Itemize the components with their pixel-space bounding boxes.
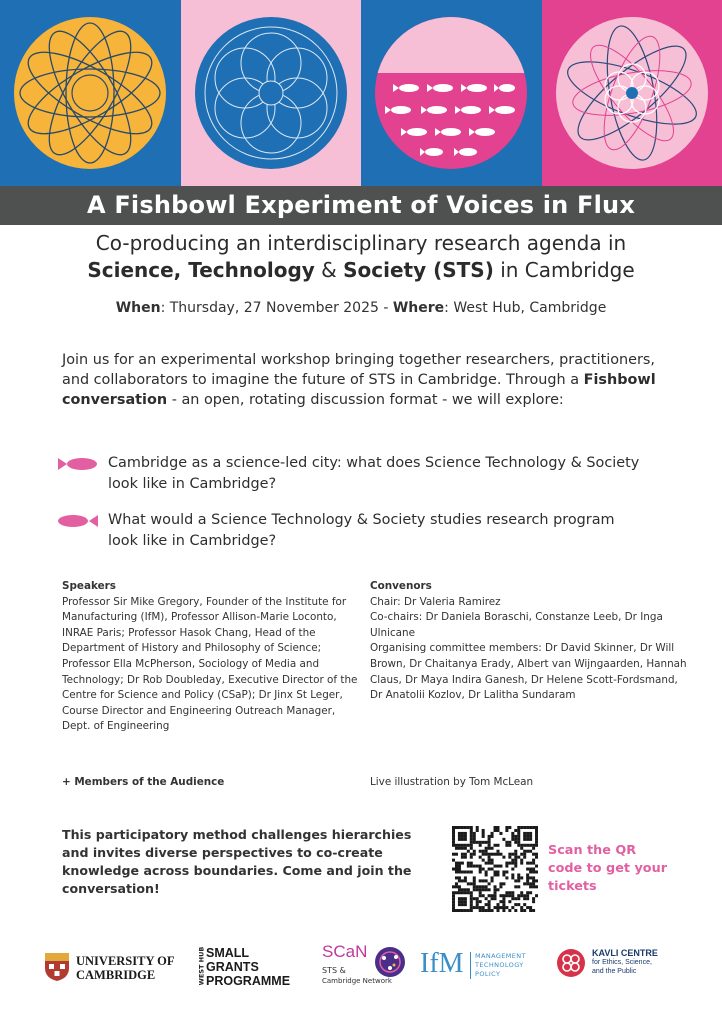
ifm-title: IfM [420, 948, 464, 979]
fish-bullet-icon [58, 514, 98, 528]
intro-bold: Fishbowl conversation [62, 372, 656, 408]
illustration-credit: Live illustration by Tom McLean [370, 776, 534, 788]
scan-logo[interactable] [322, 942, 412, 992]
subtitle-tail: in Cambridge [493, 258, 635, 282]
kavli-line-1: KAVLI CENTRE [592, 948, 658, 958]
cambridge-line-1: UNIVERSITY OF [76, 954, 175, 968]
question-item-2 [58, 510, 658, 554]
speakers-list: Professor Sir Mike Gregory, Founder of the Institute for Manufacturing (IfM), Professor Allison-Marie Loconto, INRAE Paris; Professor Hasok Chang, Head of the Department of History and Philosophy of Science; Professor Ella McPherson, Sociology of Media and Technology; Dr Rob Doubleday, Executive Director of the Centre for Science and Policy (CSaP); Dr Jinx St Leger, Course Director and Engineering Outreach Manager, Dept. of Engineering [62, 595, 358, 733]
panel-fishbowl [361, 0, 542, 186]
fishbowl-image [361, 0, 542, 186]
sgp-line-3: PROGRAMME [206, 974, 291, 988]
ifm-line-2: TECHNOLOGY [475, 961, 524, 969]
kavli-emblem-icon [556, 948, 586, 978]
hero-artwork [0, 0, 722, 186]
callout-text: This participatory method challenges hierarchies and invites diverse perspectives to co-create knowledge across boundaries. Come and join the conversation! [62, 827, 412, 896]
subtitle-line-1: Co-producing an interdisciplinary research agenda in [95, 231, 627, 255]
sgp-line-2: GRANTS [206, 960, 259, 974]
scan-network-icon [374, 946, 406, 978]
ifm-line-1: MANAGEMENT [475, 952, 526, 960]
ifm-line-3: POLICY [475, 970, 501, 978]
kavli-line-2: for Ethics, Science, [592, 959, 652, 966]
fish-bullet-icon [58, 457, 98, 471]
spirograph-pink-image [542, 0, 722, 186]
speakers-heading: Speakers [62, 580, 116, 592]
where-label: Where [392, 300, 445, 316]
qr-code[interactable] [452, 826, 538, 912]
westhub-side-text: WEST HUB [197, 946, 206, 986]
event-subtitle [0, 230, 722, 284]
intro-text-before: Join us for an experimental workshop bringing together researchers, practitioners, and collaborators to imagine the future of STS in Cambridge. Through a [62, 352, 655, 388]
convenors-chair: Chair: Dr Valeria Ramirez [370, 595, 501, 608]
question-text: What would a Science Technology & Society studies research program look like in Cambridge? [108, 512, 615, 549]
cambridge-line-2: CAMBRIDGE [76, 968, 156, 982]
kavli-line-3: and the Public [592, 968, 637, 975]
scan-title: SCaN [322, 942, 368, 961]
kavli-logo[interactable] [556, 946, 686, 990]
ticket-cta: Scan the QR code to get your tickets [548, 843, 668, 894]
scan-line-1: STS & [322, 966, 346, 975]
sgp-line-1: SMALL [206, 946, 250, 960]
convenors-committee: Organising committee members: Dr David Skinner, Dr Will Brown, Dr Chaitanya Erady, Albert van Wijngaarden, Hannah Claus, Dr Maya Indira Ganesh, Dr Helene Scott-Fordsmand, Dr Anatolii Kozlov, Dr Lalitha Sundaram [370, 642, 687, 702]
ifm-logo[interactable] [420, 946, 550, 990]
intro-paragraph [62, 350, 672, 410]
spirograph-yellow-image [0, 0, 181, 186]
partner-logos [0, 940, 722, 1000]
cambridge-crest-icon [44, 952, 70, 982]
question-text: Cambridge as a science-led city: what does Science Technology & Society look like in Cambridge? [108, 455, 640, 492]
scan-line-2: Cambridge Network [322, 977, 392, 985]
event-title: A Fishbowl Experiment of Voices in Flux [0, 186, 722, 225]
subtitle-amp: & [314, 258, 344, 282]
audience-note: + Members of the Audience [62, 776, 225, 788]
panel-pink-spirograph [542, 0, 722, 186]
cambridge-logo[interactable] [44, 948, 184, 988]
small-grants-logo[interactable] [196, 944, 311, 992]
intro-text-after: - an open, rotating discussion format - we will explore: [167, 392, 564, 408]
when-label: When [115, 300, 161, 316]
convenors-section [370, 579, 690, 704]
qr-code-image [452, 826, 538, 912]
spirograph-blue-image [181, 0, 362, 186]
when-value: : Thursday, 27 November 2025 - [160, 300, 393, 316]
convenors-cochairs: Co-chairs: Dr Daniela Boraschi, Constanze Leeb, Dr Inga Ulnicane [370, 611, 663, 639]
question-item-1 [58, 453, 658, 497]
subtitle-bold-1: Science, Technology [87, 258, 315, 282]
where-value: : West Hub, Cambridge [444, 300, 607, 316]
panel-yellow-spirograph [0, 0, 181, 186]
panel-blue-spirograph [181, 0, 362, 186]
subtitle-bold-2: Society (STS) [343, 258, 494, 282]
convenors-heading: Convenors [370, 580, 432, 592]
subtitle-line-2 [0, 257, 722, 284]
event-when-where [0, 300, 722, 316]
speakers-section [62, 579, 362, 735]
